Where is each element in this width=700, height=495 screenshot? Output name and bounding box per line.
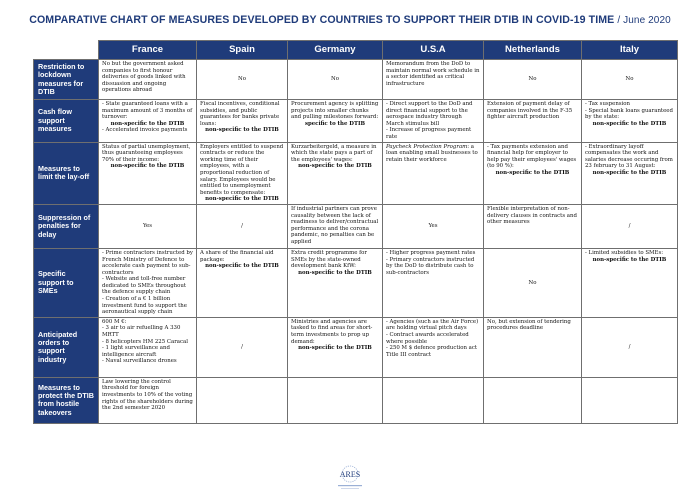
header-row [34,41,678,60]
table-cell [288,248,383,317]
cell-text: Procurement agency is splitting projects into smaller chunks and pulling milestones forward: [291,101,379,121]
table-cell [484,142,582,204]
cell-text: Law lowering the control threshold for foreign investments to 10% of the voting rights of the shareholders during the 2nd semester 2020 [102,378,193,412]
table-cell: Yes [383,204,484,248]
cell-text: - Increase of progress payment rate [386,127,472,140]
table-cell: / [582,204,678,248]
table-row [34,142,678,204]
table-cell [197,142,288,204]
cell-text: - Special bank loans guaranteed by the state: [585,107,673,121]
row-header: Suppression of penalties for delay [34,204,99,248]
table-cell: / [197,204,288,248]
table-cell [484,100,582,143]
row-header: Restriction to lockdown measures for DTIB [34,60,99,100]
cell-text: - Contract awards accelerated where possible [386,332,469,345]
cell-text: If industrial partners can prove causality between the lack of readiness to deliver/contractual performance and the corona pandemic, no penalties can be applied [291,205,379,245]
table-row [34,100,678,143]
table-cell: No [288,60,383,100]
specificity-note: non-specific to the DTIB [110,163,185,170]
cell-text: - 250 M $ defence production act Title III contract [386,345,478,358]
table-cell [99,248,197,317]
country-header: France [99,41,197,60]
table-cell: Yes [99,204,197,248]
specificity-note: non-specific to the DTIB [592,169,667,176]
country-header: Italy [582,41,678,60]
specificity-note: non-specific to the DTIB [298,163,372,170]
country-header: Germany [288,41,383,60]
cell-text: 600 M €: [102,318,127,325]
cell-text: Ministries and agencies are tasked to find areas for short-term investments to prop up demand: [291,318,373,345]
cell-text: A share of the financial aid package: [200,249,274,263]
cell-text: Flexible interpretation of non-delivery clauses in contracts and other measures [487,205,577,226]
table-cell: No [582,60,678,100]
table-cell [582,142,678,204]
comparison-table [33,40,678,424]
cell-text: Kurzarbeitergeld, a measure in which the state pays a part of the employees' wages: [291,143,377,163]
table-row [34,317,678,377]
table-body [34,60,678,424]
title-date: / June 2020 [617,15,671,26]
country-header: Spain [197,41,288,60]
table-cell [383,377,484,423]
table-cell [484,204,582,248]
chart-title [0,14,700,26]
table-cell [99,100,197,143]
table-cell [99,377,197,423]
table-cell [288,100,383,143]
table-row [34,60,678,100]
cell-text: No but the government asked companies to first honour deliveries of goods linked with dissuasion and ongoing operations abroad [102,61,186,94]
cell-text: - Tax payments extension and financial help for employer to help pay their employees' wages (to 90 %): [487,143,577,170]
country-header: Netherlands [484,41,582,60]
row-header: Measures to limit the lay-off [34,142,99,204]
specificity-note: non-specific to the DTIB [592,120,667,127]
specificity-note: non-specific to the DTIB [205,196,279,203]
corner-cell [34,41,99,60]
cell-text: - Accelerated invoice payments [102,127,188,134]
table-cell [197,377,288,423]
row-header: Anticipated orders to support industry [34,317,99,377]
cell-text: Employers entitled to suspend contracts or reduce the working time of their employees, with a proportional reduction of salary. Employees would be entitled to unemployment benefits to compensate: [200,143,284,196]
table-cell [197,248,288,317]
specificity-note: non-specific to the DTIB [298,269,372,276]
table-row [34,377,678,423]
cell-text: - Naval surveillance drones [102,358,177,365]
specificity-note: non-specific to the DTIB [205,263,279,270]
table-cell [288,317,383,377]
table-cell: / [582,317,678,377]
ares-logo [320,465,380,491]
row-header: Specific support to SMEs [34,248,99,317]
cell-text: - State guaranteed loans with a maximum amount of 3 months of turnover: [102,101,193,121]
cell-text: - Prime contractors instructed by French Ministry of Defence to accelerate cash payment to sub-contractors [102,249,193,276]
cell-text: - Extraordinary layoff compensates the work and salaries decrease occuring from 23 february to 31 August: [585,143,673,170]
logo-text: ARES [339,470,361,479]
specificity-note: non-specific to the DTIB [592,256,667,263]
row-header: Cash flow support measures [34,100,99,143]
table-cell [484,317,582,377]
table-cell [383,142,484,204]
country-header: U.S.A [383,41,484,60]
table-cell [197,100,288,143]
table-cell [99,60,197,100]
table-cell [582,377,678,423]
italic-text: Paycheck Protection Program [386,143,468,150]
table-cell: / [197,317,288,377]
cell-text: No, but extension of tendering procedures deadline [487,318,571,332]
specificity-note: non-specific to the DTIB [110,120,185,127]
cell-text: - Direct support to the DoD and direct financial support to the aerospace industry through March stimulus bill [386,101,473,127]
cell-text: - Primary contractors instructed by the DoD to distribute cash to sub-contractors [386,256,475,276]
cell-text: - Tax suspension [585,101,631,107]
table-cell [484,377,582,423]
table-cell [288,204,383,248]
table-cell [383,60,484,100]
cell-text: - Website and toll-free number dedicated to SMEs throughout the defence supply chain [102,276,187,296]
cell-text: - 1 light surveillance and intelligence aircraft [102,345,170,358]
table-cell: No [484,248,582,317]
cell-text: - 3 air to air refuelling A 330 MRTT [102,325,181,339]
cell-text: Fiscal incentives, conditional subsidies, and public guarantees for banks private loans: [200,101,280,127]
table-cell: No [197,60,288,100]
table-cell [582,248,678,317]
title-text: COMPARATIVE CHART OF MEASURES DEVELOPED BY COUNTRIES TO SUPPORT THEIR DTIB IN COVID-19 TIME [29,14,615,26]
specificity-note: non-specific to the DTIB [298,345,372,352]
cell-text: - Creation of a € 1 billion investment fund to support the aeronautical supply chain [102,296,187,316]
table-row [34,248,678,317]
cell-text: - Limited subsidies to SMEs: [585,249,664,256]
cell-text: Extension of payment delay of companies involved in the F-35 fighter aircraft production [487,101,573,121]
table-cell: No [484,60,582,100]
cell-text: Status of partial unemployment, thus guaranteeing employees 70% of their income: [102,143,191,163]
table-cell [383,317,484,377]
cell-text: - Higher progress payment rates [386,249,476,256]
specificity-note: specific to the DTIB [304,120,366,127]
table-cell [383,248,484,317]
table-cell [288,377,383,423]
cell-text: - 8 helicopters HM 225 Caracal [102,338,188,345]
row-header: Measures to protect the DTIB from hostile takeovers [34,377,99,423]
table-cell [99,317,197,377]
specificity-note: non-specific to the DTIB [205,127,279,134]
cell-text: Memorandum from the DoD to maintain normal work schedule in a sector identified as critical infrastructure [386,61,480,87]
cell-text: Extra credit programme for SMEs by the state-owned development bank KfW: [291,249,367,270]
specificity-note: non-specific to the DTIB [495,169,570,176]
table-cell [99,142,197,204]
table-cell [383,100,484,143]
table-cell [582,100,678,143]
cell-text: : a loan enabling small businesses to retain their workforce [386,143,478,163]
table-row [34,204,678,248]
cell-text: - Agencies (such as the Air Force) are holding virtual pitch days [386,318,479,332]
table-cell [288,142,383,204]
